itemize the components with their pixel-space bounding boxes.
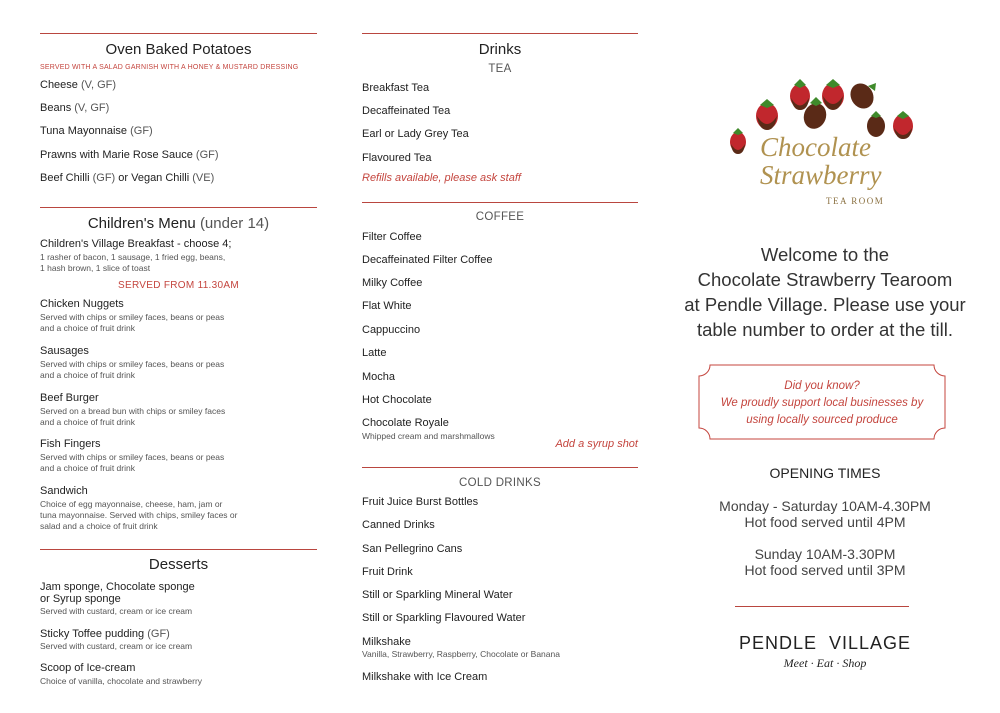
divider bbox=[40, 549, 317, 550]
item-description: Vanilla, Strawberry, Raspberry, Chocolate or Banana bbox=[362, 649, 560, 659]
menu-item: Beef Chilli (GF) or Vegan Chilli (VE) bbox=[40, 172, 215, 184]
svg-text:Strawberry: Strawberry bbox=[760, 160, 882, 190]
item-description: salad and a choice of fruit drink bbox=[40, 521, 158, 531]
tea-heading: TEA bbox=[488, 63, 512, 75]
welcome-line: table number to order at the till. bbox=[696, 319, 954, 340]
menu-item: Hot Chocolate bbox=[362, 394, 432, 406]
item-description: Served with custard, cream or ice cream bbox=[40, 641, 193, 651]
menu-item: Fruit Drink bbox=[362, 566, 413, 578]
strawberry-icon bbox=[846, 79, 878, 113]
refills-note: Refills available, please ask staff bbox=[362, 172, 521, 184]
tearoom-logo bbox=[730, 72, 920, 214]
divider bbox=[362, 33, 638, 34]
menu-item: or Syrup sponge bbox=[40, 593, 121, 605]
strawberry-icon bbox=[730, 128, 746, 154]
hot-food-sunday: Hot food served until 3PM bbox=[744, 562, 906, 578]
item-description: and a choice of fruit drink bbox=[40, 463, 135, 473]
menu-item: Still or Sparkling Flavoured Water bbox=[362, 612, 526, 624]
menu-item: Milkshake with Ice Cream bbox=[362, 671, 488, 683]
menu-item: Breakfast Tea bbox=[362, 82, 430, 94]
menu-item: Fish Fingers bbox=[40, 438, 101, 450]
item-description: and a choice of fruit drink bbox=[40, 323, 135, 333]
did-you-know-text bbox=[698, 378, 946, 429]
menu-item: Filter Coffee bbox=[362, 231, 422, 243]
item-description: Served with chips or smiley faces, beans or peas bbox=[40, 312, 225, 322]
menu-item: Tuna Mayonnaise (GF) bbox=[40, 125, 153, 137]
syrup-note: Add a syrup shot bbox=[555, 438, 638, 450]
item-description: Whipped cream and marshmallows bbox=[362, 431, 495, 441]
pendle-village-logo: PENDLE VILLAGE bbox=[738, 633, 912, 653]
did-you-know-box bbox=[698, 364, 946, 440]
menu-item: Still or Sparkling Mineral Water bbox=[362, 589, 513, 601]
strawberry-icon bbox=[822, 79, 844, 110]
hot-food-weekday: Hot food served until 4PM bbox=[744, 514, 906, 530]
item-description: Served with chips or smiley faces, beans or peas bbox=[40, 452, 225, 462]
opening-times-title: OPENING TIMES bbox=[769, 465, 881, 481]
item-description: and a choice of fruit drink bbox=[40, 370, 135, 380]
divider bbox=[40, 207, 317, 208]
menu-item: Sticky Toffee pudding (GF) bbox=[40, 628, 170, 640]
coffee-heading: COFFEE bbox=[475, 211, 525, 223]
menu-item: Sandwich bbox=[40, 485, 88, 497]
menu-item: Cheese (V, GF) bbox=[40, 79, 117, 91]
hours-weekday: Monday - Saturday 10AM-4.30PM bbox=[719, 498, 931, 514]
menu-item: Milkshake bbox=[362, 636, 411, 648]
menu-item: Decaffeinated Filter Coffee bbox=[362, 254, 493, 266]
item-description: Choice of vanilla, chocolate and strawberry bbox=[40, 676, 203, 686]
section-title-desserts: Desserts bbox=[148, 556, 209, 573]
did-you-know-line: We proudly support local businesses by bbox=[720, 397, 924, 409]
menu-item: Flat White bbox=[362, 300, 412, 312]
item-description: Served with custard, cream or ice cream bbox=[40, 606, 193, 616]
divider bbox=[362, 202, 638, 203]
menu-item: Cappuccino bbox=[362, 324, 421, 336]
menu-item: Sausages bbox=[40, 345, 89, 357]
menu-item: San Pellegrino Cans bbox=[362, 543, 463, 555]
hours-sunday: Sunday 10AM-3.30PM bbox=[754, 546, 896, 562]
item-description: 1 rasher of bacon, 1 sausage, 1 fried egg, beans, bbox=[40, 252, 226, 262]
menu-item: Prawns with Marie Rose Sauce (GF) bbox=[40, 149, 219, 161]
menu-item: Chicken Nuggets bbox=[40, 298, 124, 310]
strawberries-icon bbox=[730, 72, 920, 214]
menu-item: Canned Drinks bbox=[362, 519, 435, 531]
welcome-message bbox=[680, 242, 970, 342]
section-title-potatoes: Oven Baked Potatoes bbox=[105, 41, 252, 58]
svg-text:TEA ROOM: TEA ROOM bbox=[826, 196, 885, 206]
welcome-line: Welcome to the bbox=[760, 244, 890, 265]
strawberry-icon bbox=[893, 111, 913, 139]
item-description: Served on a bread bun with chips or smiley faces bbox=[40, 406, 226, 416]
did-you-know-line: using locally sourced produce bbox=[746, 414, 898, 426]
cold-drinks-heading: COLD DRINKS bbox=[459, 477, 541, 489]
svg-text:Chocolate: Chocolate bbox=[760, 132, 871, 162]
item-description: 1 hash brown, 1 slice of toast bbox=[40, 263, 151, 273]
menu-item: Earl or Lady Grey Tea bbox=[362, 128, 469, 140]
menu-item: Milky Coffee bbox=[362, 277, 423, 289]
divider bbox=[40, 33, 317, 34]
section-title-children: Children's Menu (under 14) bbox=[87, 215, 270, 232]
menu-item: Mocha bbox=[362, 371, 396, 383]
section-title-drinks: Drinks bbox=[478, 41, 522, 58]
item-description: Served with chips or smiley faces, beans or peas bbox=[40, 359, 225, 369]
item-description: and a choice of fruit drink bbox=[40, 417, 135, 427]
opening-times bbox=[680, 498, 970, 578]
strawberry-icon bbox=[790, 79, 810, 110]
menu-item: Decaffeinated Tea bbox=[362, 105, 451, 117]
served-from-note: SERVED FROM 11.30AM bbox=[118, 280, 239, 291]
did-you-know-line: Did you know? bbox=[784, 380, 860, 392]
strawberry-icon bbox=[756, 99, 778, 130]
divider bbox=[735, 606, 909, 607]
menu-item: Beans (V, GF) bbox=[40, 102, 110, 114]
menu-item: Flavoured Tea bbox=[362, 152, 432, 164]
welcome-line: Chocolate Strawberry Tearoom bbox=[697, 269, 953, 290]
pendle-village-tagline: Meet · Eat · Shop bbox=[783, 656, 867, 670]
menu-item: Children's Village Breakfast - choose 4; bbox=[40, 238, 232, 250]
menu-item: Fruit Juice Burst Bottles bbox=[362, 496, 479, 508]
menu-item: Beef Burger bbox=[40, 392, 99, 404]
menu-item: Chocolate Royale bbox=[362, 417, 449, 429]
menu-item: Latte bbox=[362, 347, 387, 359]
right-column bbox=[680, 0, 970, 713]
left-column bbox=[40, 0, 317, 713]
potatoes-subtitle: SERVED WITH A SALAD GARNISH WITH A HONEY & MUSTARD DRESSING bbox=[40, 64, 299, 71]
welcome-line: at Pendle Village. Please use your bbox=[684, 294, 966, 315]
menu-item: Scoop of Ice-cream bbox=[40, 662, 136, 674]
divider bbox=[362, 467, 638, 468]
item-description: Choice of egg mayonnaise, cheese, ham, jam or bbox=[40, 499, 223, 509]
item-description: tuna mayonnaise. Served with chips, smiley faces or bbox=[40, 510, 238, 520]
menu-item: Jam sponge, Chocolate sponge bbox=[40, 581, 195, 593]
middle-column bbox=[362, 0, 638, 713]
